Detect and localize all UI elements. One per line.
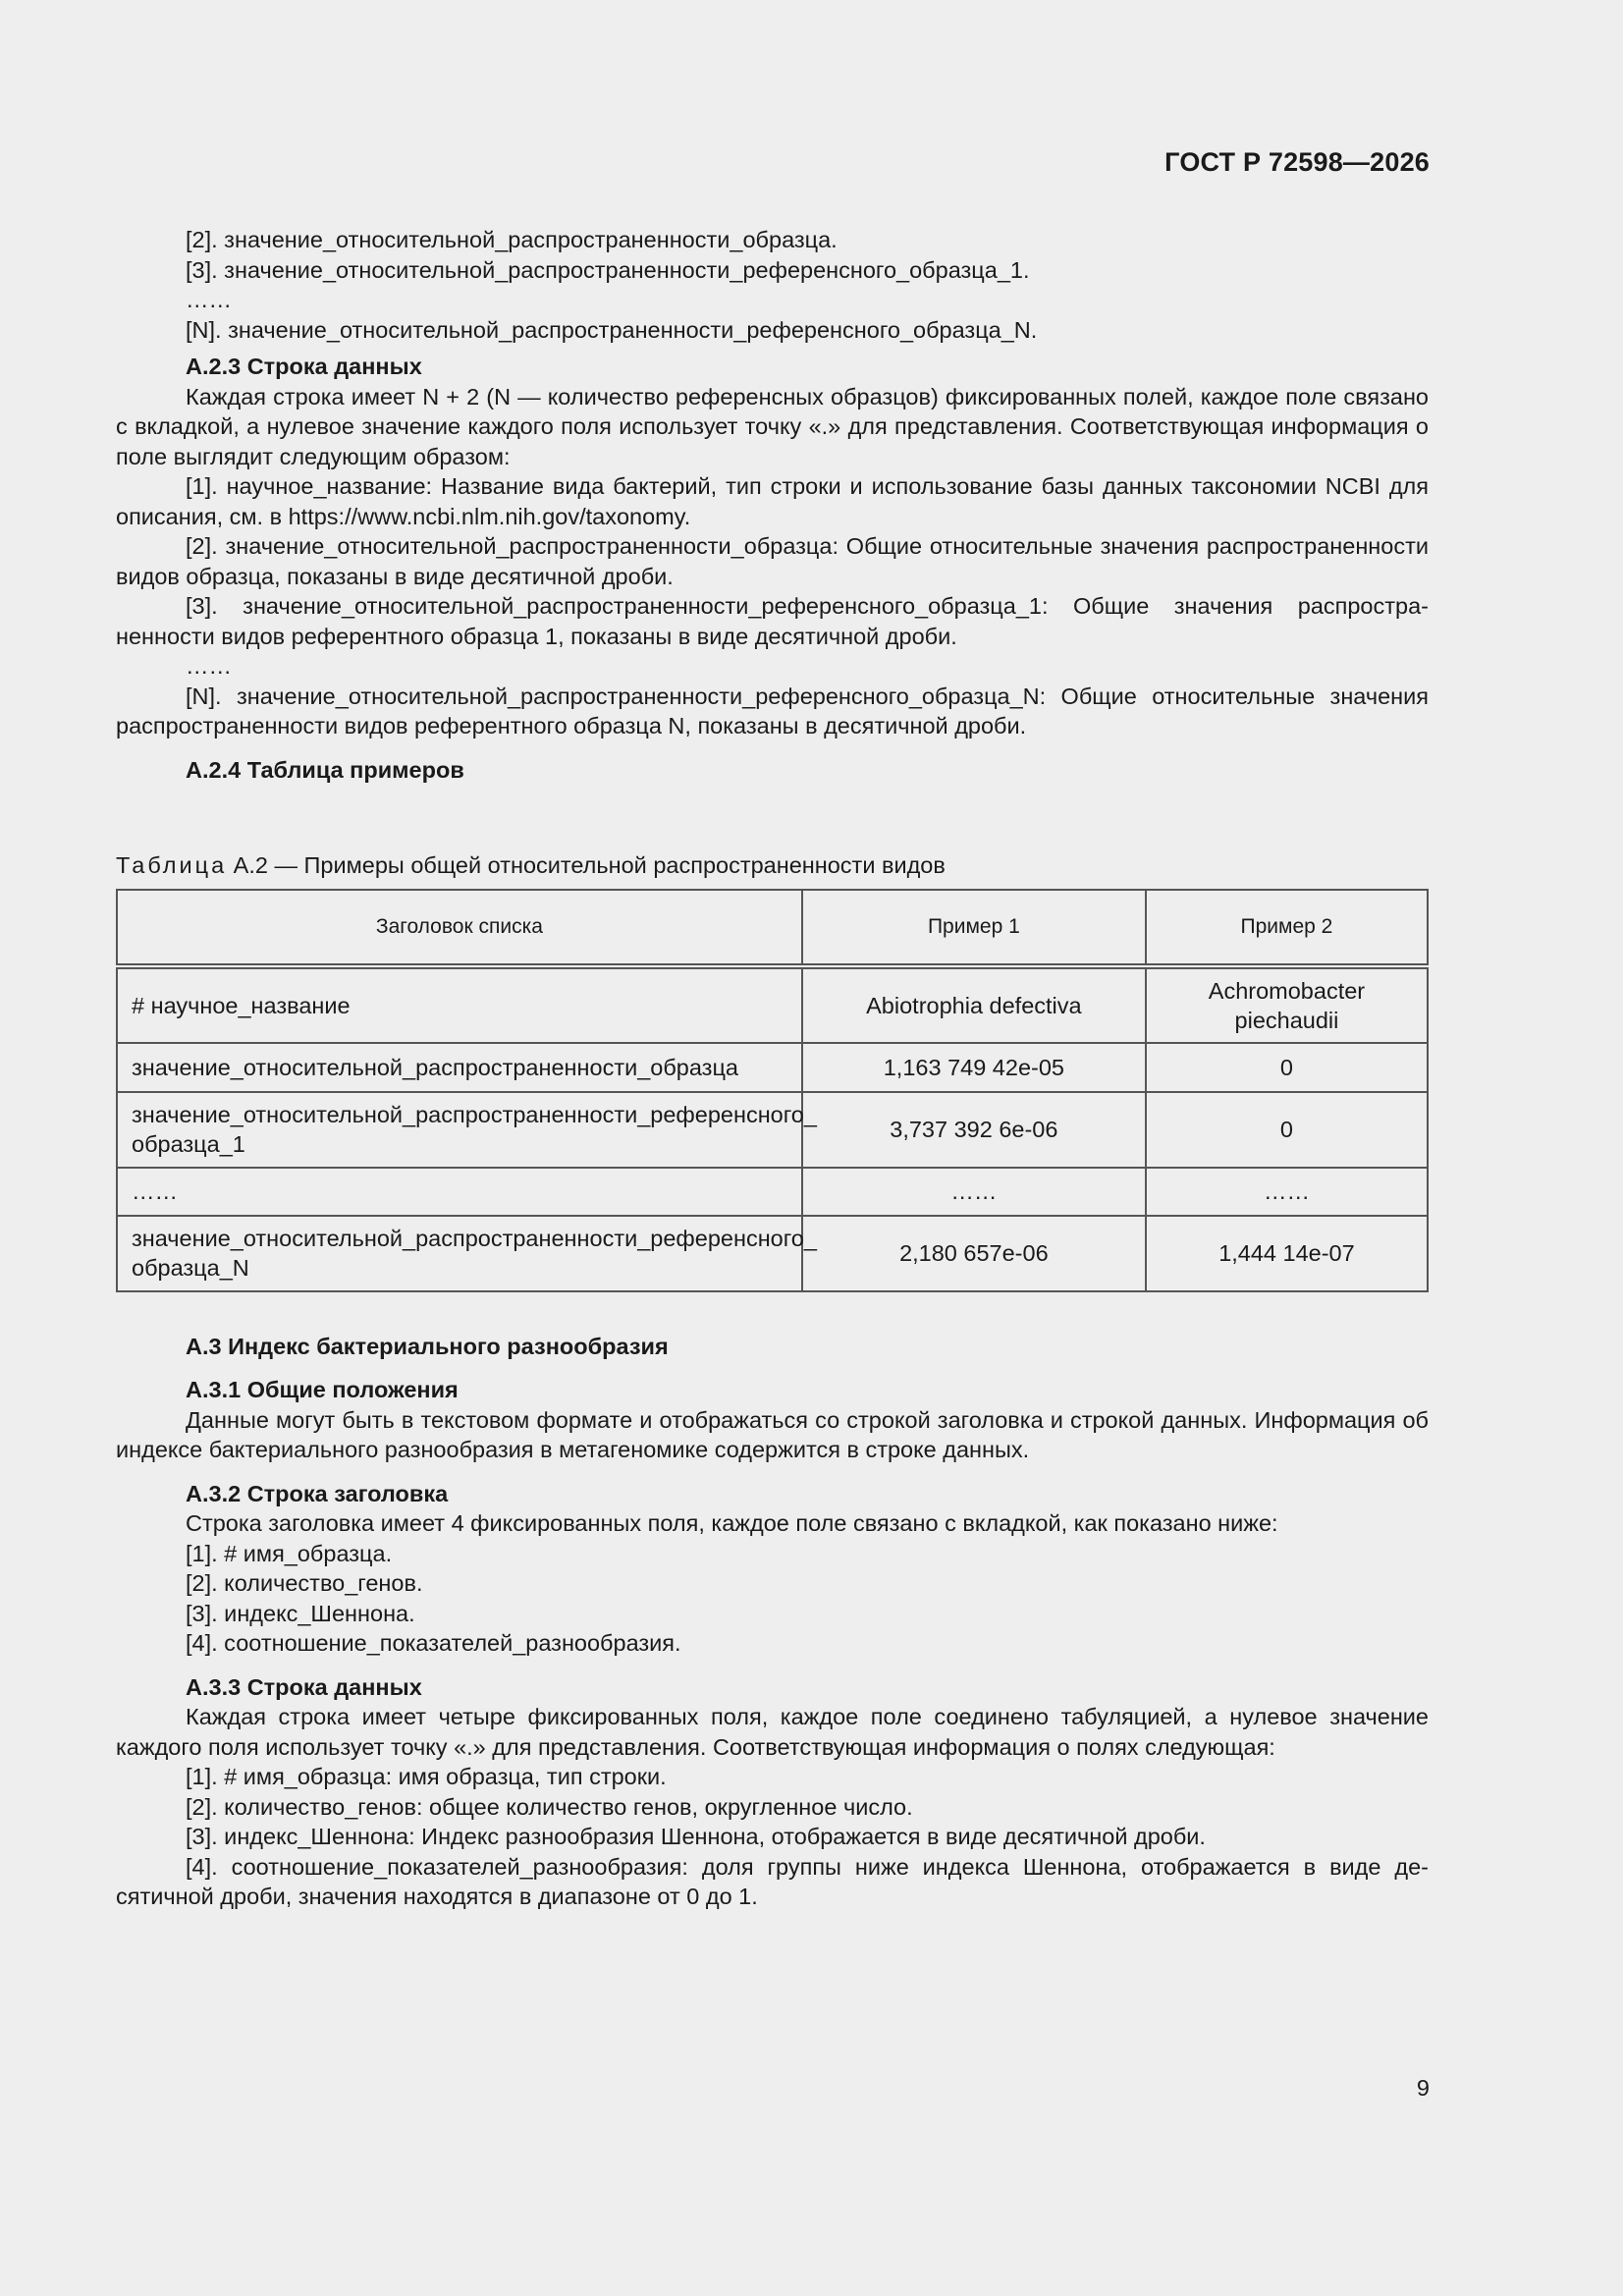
list-item: [3]. значение_относительной_распространенности_референсного_образца_1: Общие значения распространенности видов референтного образца 1, показаны в виде десятичной дроби. (116, 593, 1429, 649)
table-header-cell: Пример 2 (1146, 890, 1428, 966)
list-item: [1]. научное_название: Название вида бактерий, тип строки и использование базы данных таксономии NCBI для описания, см. в https://www.ncbi.nlm.nih.gov/taxonomy. (116, 473, 1429, 529)
list-item: …… (186, 653, 232, 679)
table-row (117, 1168, 1428, 1216)
table-cell: 1,444 14e-07 (1146, 1216, 1428, 1291)
table-caption (116, 850, 1429, 881)
list-item: [1]. # имя_образца: имя образца, тип строки. (186, 1764, 667, 1789)
list-item: [4]. соотношение_показателей_разнообразия. (186, 1630, 681, 1656)
table-header-row (117, 890, 1428, 966)
table-cell: значение_относительной_распространенности_образца (117, 1043, 802, 1092)
table-header-cell: Пример 1 (802, 890, 1146, 966)
table-row (117, 966, 1428, 1043)
section-heading-a3: А.3 Индекс бактериального разнообразия (186, 1333, 669, 1359)
list-item: [4]. соотношение_показателей_разнообразия: доля группы ниже индекса Шеннона, отображается в виде десятичной дроби, значения находятся в диапазоне от 0 до 1. (116, 1853, 1429, 1909)
page-body (116, 225, 1429, 1912)
document-id: ГОСТ Р 72598—2026 (1164, 147, 1430, 177)
table-cell: # научное_название (117, 966, 802, 1043)
table-row (117, 1092, 1428, 1168)
table-cell: 0 (1146, 1043, 1428, 1092)
list-item: [1]. # имя_образца. (186, 1540, 393, 1566)
table-cell: 2,180 657e-06 (802, 1216, 1146, 1291)
table-cell: 3,737 392 6e-06 (802, 1092, 1146, 1168)
list-item: …… (186, 287, 232, 312)
list-item: [2]. значение_относительной_распространенности_образца. (186, 227, 838, 252)
section-heading-a32: А.3.2 Строка заголовка (186, 1480, 449, 1506)
table-cell: …… (1146, 1168, 1428, 1216)
list-item: [N]. значение_относительной_распространенности_референсного_образца_N: Общие относительные значения распространенности видов референтного образца N, показаны в десятичной дроби. (116, 683, 1429, 738)
list-item: [3]. индекс_Шеннона. (186, 1600, 415, 1626)
table-cell: Abiotrophia defectiva (802, 966, 1146, 1043)
paragraph: Каждая строка имеет четыре фиксированных поля, каждое поле соединено табуляцией, а нулевое значение каждого поля использует точку «.» для представления. Соответствующая информация о полях следующая: (116, 1704, 1429, 1760)
examples-table (116, 889, 1429, 1292)
page-number: 9 (1416, 2075, 1430, 2101)
paragraph: Данные могут быть в текстовом формате и отображаться со строкой заголовка и строкой данных. Информация об индексе бактериального разнообразия в метагеномике содержится в строке данных. (116, 1406, 1429, 1462)
table-cell: значение_относительной_распространенности_референсного_ образца_1 (117, 1092, 802, 1168)
table-cell: 0 (1146, 1092, 1428, 1168)
table-cell: 1,163 749 42e-05 (802, 1043, 1146, 1092)
table-cell: значение_относительной_распространенности_референсного_ образца_N (117, 1216, 802, 1291)
table-row (117, 1216, 1428, 1291)
list-item: [2]. количество_генов. (186, 1570, 423, 1596)
section-heading-a223: А.2.3 Строка данных (186, 354, 422, 379)
section-heading-a224: А.2.4 Таблица примеров (186, 756, 464, 783)
table-row (117, 1043, 1428, 1092)
table-caption-text: А.2 — Примеры общей относительной распространенности видов (227, 852, 946, 878)
table-cell: …… (117, 1168, 802, 1216)
list-item: [2]. количество_генов: общее количество генов, округленное число. (186, 1793, 913, 1820)
table-cell: …… (802, 1168, 1146, 1216)
table-caption-prefix: Таблица (116, 852, 228, 878)
list-item: [N]. значение_относительной_распространенности_референсного_образца_N. (186, 316, 1038, 343)
paragraph: Строка заголовка имеет 4 фиксированных поля, каждое поле связано с вкладкой, как показано ниже: (186, 1510, 1278, 1536)
list-item: [3]. индекс_Шеннона: Индекс разнообразия Шеннона, отображается в виде десятичной дроби. (186, 1824, 1206, 1849)
section-heading-a31: А.3.1 Общие положения (186, 1377, 459, 1402)
list-item: [2]. значение_относительной_распространенности_образца: Общие относительные значения распространенности видов образца, показаны в виде десятичной дроби. (116, 533, 1429, 589)
table-header-cell: Заголовок списка (117, 890, 802, 966)
list-item: [3]. значение_относительной_распространенности_референсного_образца_1. (186, 256, 1030, 283)
section-heading-a33: А.3.3 Строка данных (186, 1673, 422, 1700)
paragraph: Каждая строка имеет N + 2 (N — количество референсных образцов) фиксированных полей, каждое поле связано с вкладкой, а нулевое значение каждого поля использует точку «.» для представления. Соответствующая информация о поле выглядит следующим образом: (116, 383, 1429, 469)
table-cell: Achromobacter piechaudii (1146, 966, 1428, 1043)
